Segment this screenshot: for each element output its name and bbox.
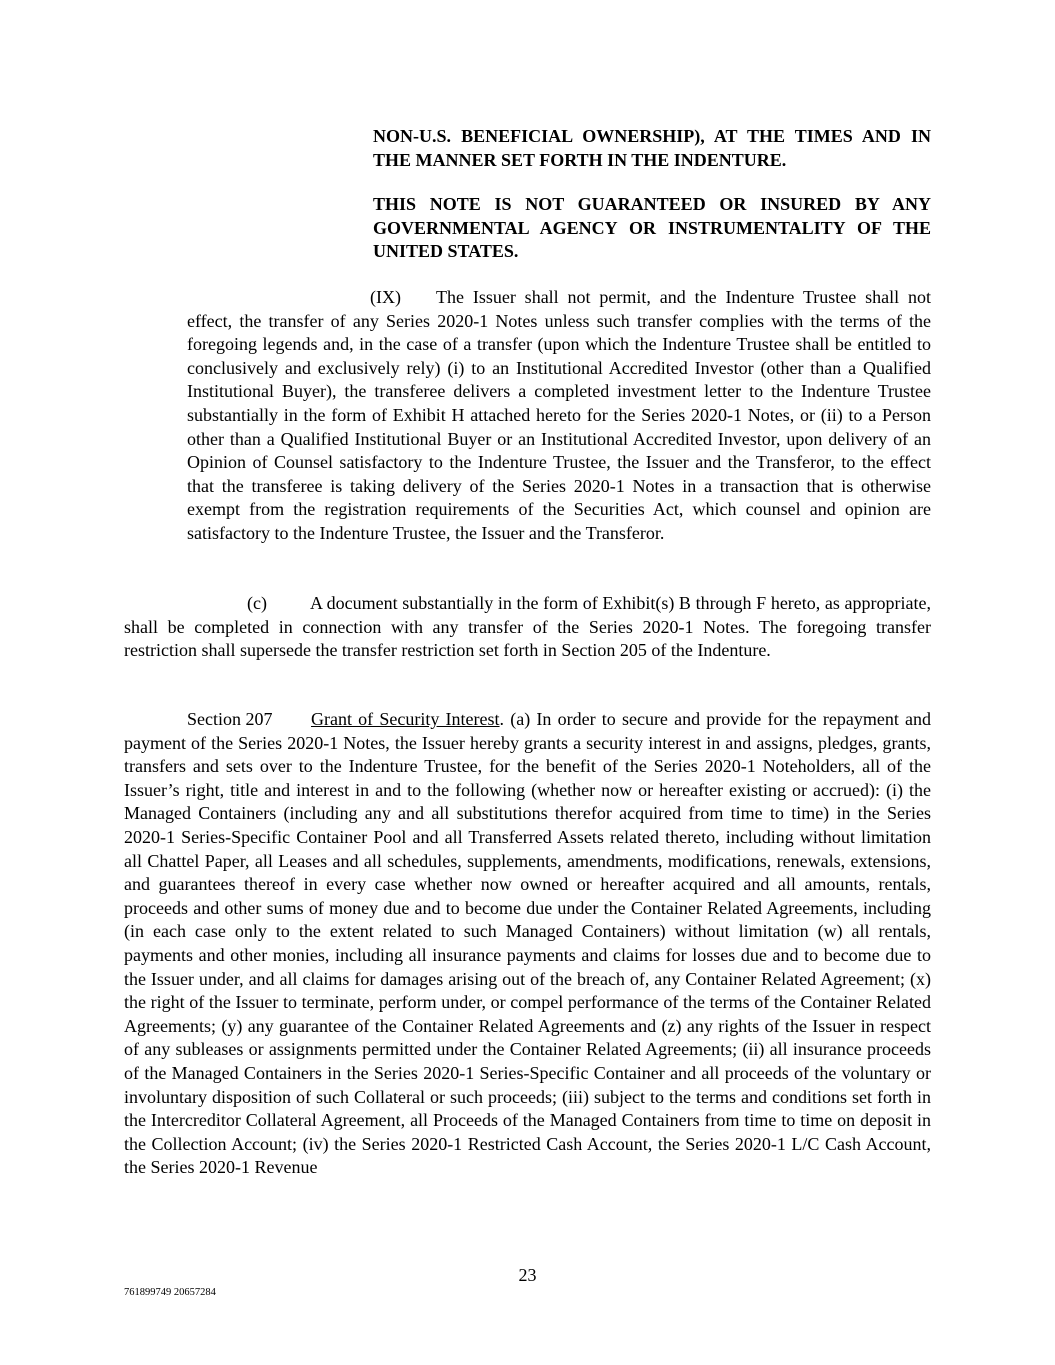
section-number: Section 207 <box>187 709 273 729</box>
paragraph-text: The Issuer shall not permit, and the Indenture Trustee shall not effect, the transfer of any Series 2020-1 Notes unless such transfer complies with the terms of the foregoing legends and, in the case of a transfer (upon which the Indenture Trustee shall be entitled to conclusively and exclusively rely) (i) to an Institutional Accredited Investor (other than a Qualified Institutional Buyer), the transferee delivers a completed investment letter to the Indenture Trustee substantially in the form of Exhibit H attached hereto for the Series 2020-1 Notes, or (ii) to a Person other than a Qualified Institutional Buyer or an Institutional Accredited Investor, upon delivery of an Opinion of Counsel satisfactory to the Indenture Trustee, the Issuer and the Transferor, to the effect that the transferee is taking delivery of the Series 2020-1 Notes in a transaction that is otherwise exempt from the registration requirements of the Securities Act, which counsel and opinion are satisfactory to the Indenture Trustee, the Issuer and the Transferor. <box>187 287 931 543</box>
section-207 <box>124 708 931 1180</box>
paragraph-ix <box>187 286 931 546</box>
document-id: 761899749 20657284 <box>124 1287 216 1298</box>
section-text: . (a) In order to secure and provide for the repayment and payment of the Series 2020-1 Notes, the Issuer hereby grants a security interest in and assigns, pledges, grants, transfers and sets over to the Indenture Trustee, for the benefit of the Series 2020-1 Noteholders, all of the Issuer’s right, title and interest in and to the following (whether now or hereafter existing or accrued): (i) the Managed Containers (including any and all substitutions therefor acquired from time to time) in the Series 2020-1 Series-Specific Container Pool and all Transferred Assets related thereto, including without limitation all Chattel Paper, all Leases and all schedules, supplements, amendments, modifications, renewals, extensions, and guarantees thereof in every case whether now owned or hereafter acquired and all amounts, rentals, proceeds and other sums of money due and to become due under the Container Related Agreements, including (in each case only to the extent related to such Managed Containers) without limitation (w) all rentals, payments and other monies, including all insurance payments and claims for losses due and to become due to the Issuer under, and all claims for damages arising out of the breach of, any Container Related Agreement; (x) the right of the Issuer to terminate, perform under, or compel performance of the terms of the Container Related Agreements; (y) any guarantee of the Container Related Agreements and (z) any rights of the Issuer in respect of any subleases or assignments permitted under the Container Related Agreements; (ii) all insurance proceeds of the Managed Containers in the Series 2020-1 Series-Specific Container and all proceeds of the voluntary or involuntary disposition of such Collateral or such proceeds; (iii) subject to the terms and conditions set forth in the Intercreditor Collateral Agreement, all Proceeds of the Managed Containers from time to time on deposit in the Collection Account; (iv) the Series 2020-1 Restricted Cash Account, the Series 2020-1 L/C Cash Account, the Series 2020-1 Revenue <box>124 709 932 1178</box>
paragraph-number: (c) <box>247 593 267 613</box>
section-heading: Grant of Security Interest <box>311 709 500 729</box>
legend-block-ownership: NON-U.S. BENEFICIAL OWNERSHIP), AT THE TIMES AND IN THE MANNER SET FORTH IN THE INDENTURE. <box>373 126 931 170</box>
paragraph-text: A document substantially in the form of Exhibit(s) B through F hereto, as appropriate, shall be completed in connection with any transfer of the Series 2020-1 Notes. The foregoing transfer restriction shall supersede the transfer restriction set forth in Section 205 of the Indenture. <box>124 593 931 661</box>
page-number: 23 <box>518 1265 537 1285</box>
paragraph-number: (IX) <box>370 287 401 307</box>
legend-block-not-guaranteed: THIS NOTE IS NOT GUARANTEED OR INSURED BY ANY GOVERNMENTAL AGENCY OR INSTRUMENTALITY OF THE UNITED STATES. <box>373 194 931 261</box>
paragraph-c <box>124 592 931 663</box>
